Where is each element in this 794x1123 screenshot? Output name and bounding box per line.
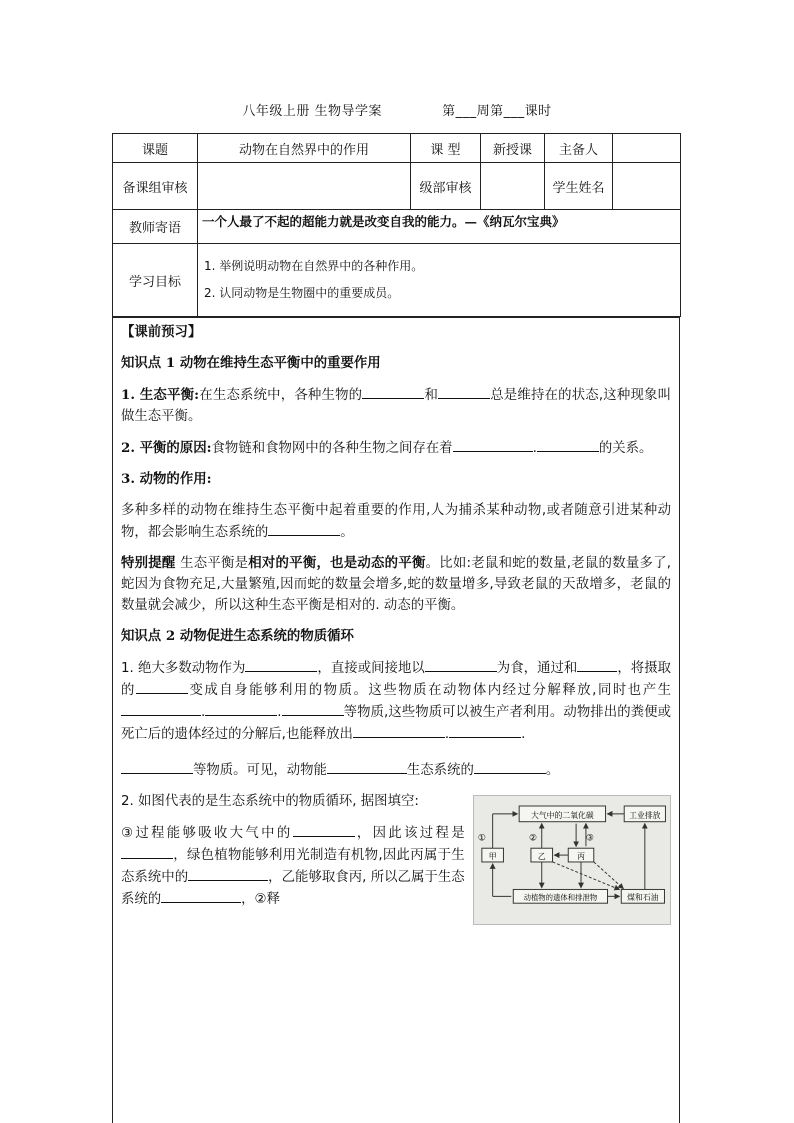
preparer-label: 主备人 <box>545 134 613 163</box>
motto-text: 一个人最了不起的超能力就是改变自我的能力。—《纳瓦尔宝典》 <box>198 210 681 244</box>
preparer-value[interactable] <box>613 134 681 163</box>
blank[interactable] <box>245 657 317 672</box>
goals-list <box>198 244 681 317</box>
para-role-title: 3. 动物的作用: <box>121 471 212 487</box>
blank[interactable] <box>136 679 188 694</box>
blank[interactable] <box>327 759 407 774</box>
group-review-label: 备课组审核 <box>113 163 198 210</box>
blank[interactable] <box>161 888 241 903</box>
knowledge-1-title: 知识点 1 动物在维持生态平衡中的重要作用 <box>121 355 381 371</box>
q2-section <box>121 791 671 925</box>
student-label: 学生姓名 <box>545 163 613 210</box>
remains-label: 动植物的遗体和排泄物 <box>523 893 597 903</box>
para-q2: 2. 如图代表的是生态系统中的物质循环, 据图填空: <box>121 794 419 809</box>
label-2: ② <box>528 833 537 844</box>
blank[interactable] <box>188 866 268 881</box>
blank[interactable] <box>362 384 424 399</box>
info-table <box>112 133 681 317</box>
para-balance: 1. 生态平衡:在生态系统中，各种生物的 和 总是维持在的状态,这种现象叫做生态平衡。 <box>121 384 671 427</box>
week-period: 第___周第___课时 <box>442 104 552 119</box>
coal-label: 煤和石油 <box>626 893 659 903</box>
blank[interactable] <box>353 723 445 738</box>
node-c-label: 丙 <box>576 852 585 862</box>
blank[interactable] <box>293 822 355 837</box>
topic-label: 课题 <box>113 134 198 163</box>
para-reason: 2. 平衡的原因:食物链和食物网中的各种生物之间存在着 . 的关系。 <box>121 437 671 459</box>
para-role: 多种多样的动物在维持生态平衡中起着重要的作用,人为捕杀某种动物,或者随意引进某种动物，都会影响生态系统的 。 <box>121 503 671 540</box>
page-header <box>0 100 794 119</box>
knowledge-2-title: 知识点 2 动物促进生态系统的物质循环 <box>121 628 354 644</box>
student-value[interactable] <box>613 163 681 210</box>
motto-label: 教师寄语 <box>113 210 198 244</box>
topic-value: 动物在自然界中的作用 <box>198 134 411 163</box>
dept-review-value[interactable] <box>481 163 545 210</box>
para-q1b: 等物质。可见，动物能 生态系统的 。 <box>121 759 671 781</box>
label-3: ③ <box>585 833 594 844</box>
node-a-label: 甲 <box>488 852 497 862</box>
goals-label: 学习目标 <box>113 244 198 317</box>
industry-label: 工业排放 <box>628 810 661 820</box>
type-value: 新授课 <box>481 134 545 163</box>
goal-item: 2. 认同动物是生物圈中的重要成员。 <box>204 286 400 300</box>
blank[interactable] <box>537 437 599 452</box>
content-area <box>112 317 680 1123</box>
node-b-label: 乙 <box>537 852 546 862</box>
carbon-cycle-diagram <box>473 795 671 925</box>
goal-item: 1. 举例说明动物在自然界中的各种作用。 <box>204 259 424 273</box>
blank[interactable] <box>121 844 173 859</box>
para-q3: ③过程能够吸收大气中的 ，因此该过程是，绿色植物能够利用光制造有机物,因此丙属于生态系统中的 ，乙能够取食丙, 所以乙属于生态系统的 ，②释 <box>121 822 465 910</box>
doc-title: 八年级上册 生物导学案 <box>242 104 383 119</box>
preview-heading: 【课前预习】 <box>121 324 202 340</box>
para-q1: 1. 绝大多数动物作为 ，直接或间接地以 为食，通过和 ，将摄取的 变成自身能够利用的物质。这些物质在动物体内经过分解释放,同时也产生. . 等物质,这些物质可以被生产者利用。动物排出的粪便或死亡后的遗体经过的分解后,也能释放出 . . <box>121 657 671 745</box>
blank[interactable] <box>282 701 344 716</box>
co2-label: 大气中的二氧化碳 <box>530 810 594 820</box>
blank[interactable] <box>449 723 521 738</box>
blank[interactable] <box>425 657 497 672</box>
label-1: ① <box>477 833 486 844</box>
blank[interactable] <box>205 701 277 716</box>
blank[interactable] <box>121 759 193 774</box>
blank[interactable] <box>121 701 201 716</box>
blank[interactable] <box>474 759 546 774</box>
group-review-value[interactable] <box>198 163 411 210</box>
dept-review-label: 级部审核 <box>411 163 481 210</box>
blank[interactable] <box>577 657 617 672</box>
type-label: 课 型 <box>411 134 481 163</box>
blank[interactable] <box>268 521 340 536</box>
blank[interactable] <box>438 384 490 399</box>
para-tip: 特别提醒 生态平衡是相对的平衡，也是动态的平衡。比如:老鼠和蛇的数量,老鼠的数量多了,蛇因为食物充足,大量繁殖,因而蛇的数量会增多,蛇的数量增多,导致老鼠的天敌增多，老鼠的数量就会减少，所以这种生态平衡是相对的. 动态的平衡。 <box>121 555 672 613</box>
blank[interactable] <box>453 437 533 452</box>
